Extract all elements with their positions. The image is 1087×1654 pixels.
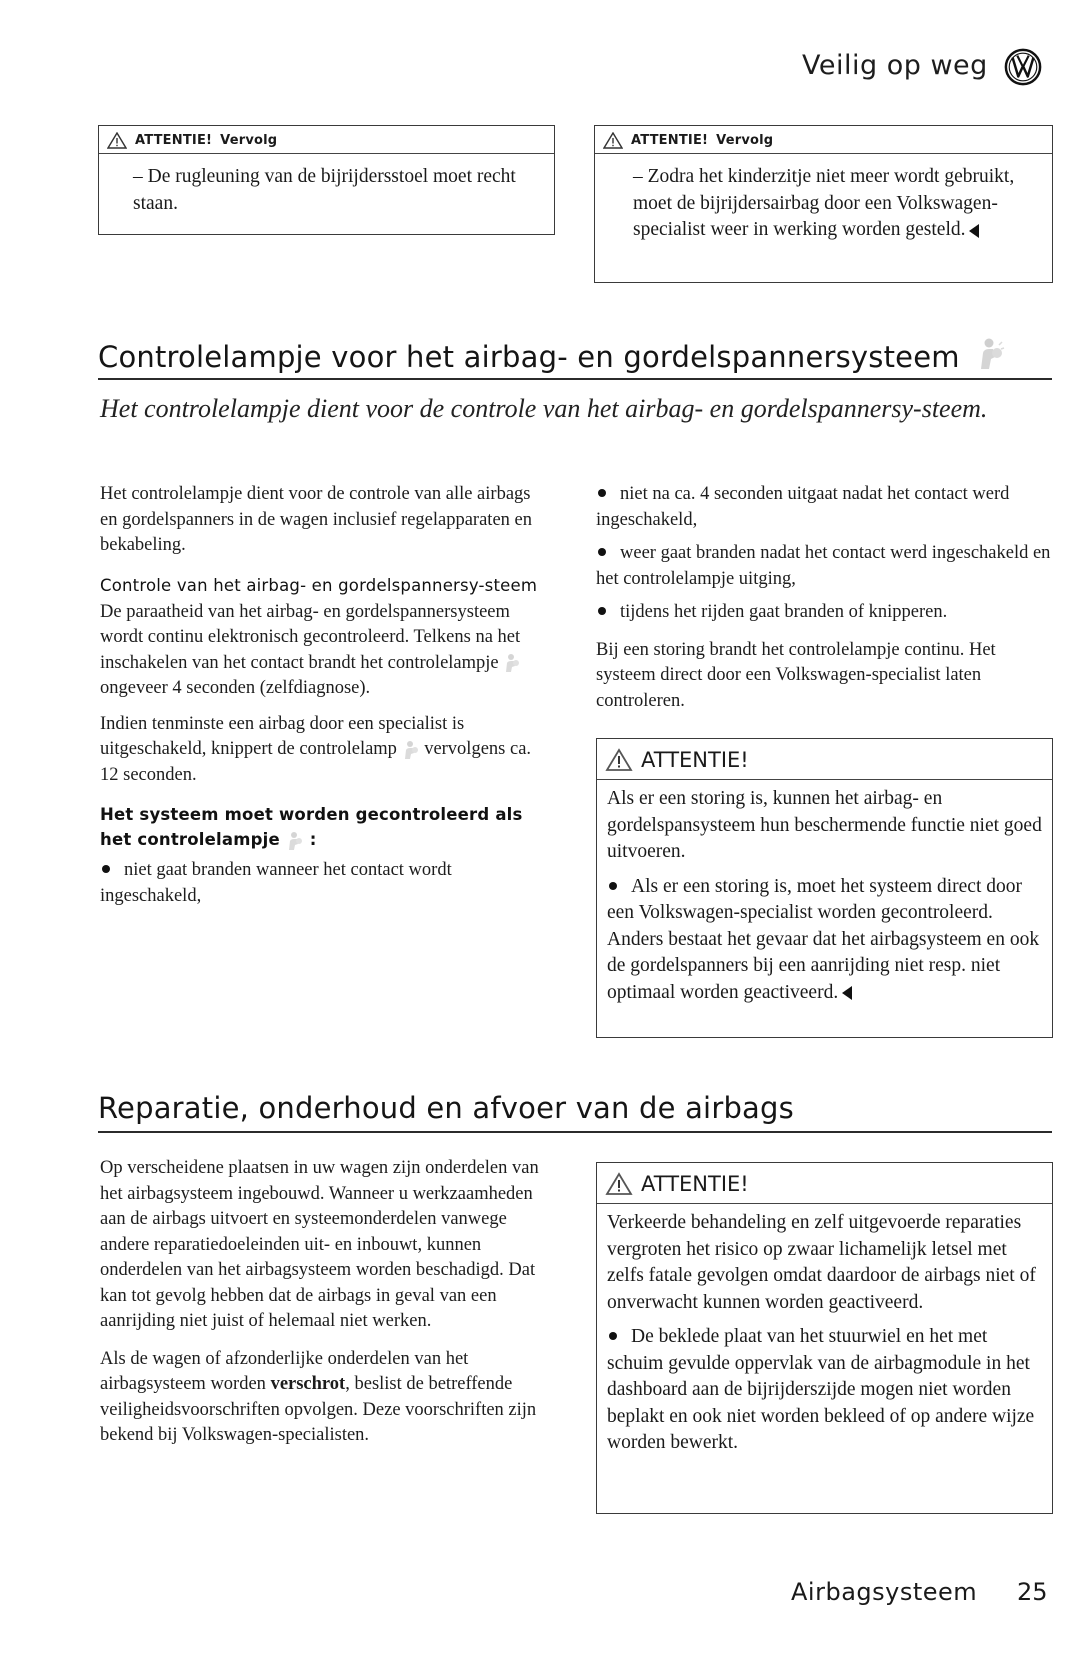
warning-header: [99, 126, 554, 154]
bullet-icon: [609, 882, 617, 890]
bullet-icon: [609, 1332, 617, 1340]
section-heading: [98, 337, 1058, 374]
bullet-item: tijdens het rijden gaat branden of knipperen.: [596, 600, 1051, 626]
paragraph: Als de wagen of afzonderlijke onderdelen van het airbagsysteem worden: [100, 1348, 469, 1394]
vw-logo-icon: [1004, 48, 1042, 86]
bullet-item: Als er een storing is, moet het systeem direct door een Volkswagen-specialist worden gecontroleerd. Anders bestaat het gevaar dat het airbagsysteem en ook de gordelspanners bij een aanrijding niet resp. niet optimaal worden geactiveerd.: [607, 875, 1040, 1003]
warning-box: [596, 1162, 1053, 1514]
airbag-warning-lamp-icon: [503, 653, 521, 673]
warning-text: – De rugleuning van de bijrijdersstoel moet recht staan.: [133, 166, 516, 214]
bullet-icon: [102, 865, 110, 873]
warning-label: ATTENTIE!: [641, 748, 749, 772]
section-end-marker-icon: [842, 986, 852, 1000]
warning-header: [597, 739, 1052, 780]
bullet-item: niet gaat branden wanneer het contact wordt ingeschakeld,: [100, 860, 452, 906]
bullet-icon: [598, 548, 606, 556]
subheading: Het systeem moet worden gecontroleerd als het controlelampje: [100, 805, 523, 849]
warning-text: Als er een storing is, kunnen het airbag- en gordelspansysteem hun beschermende functie niet goed uitvoeren.: [607, 788, 1042, 862]
section-end-marker-icon: [969, 224, 979, 238]
paragraph: vervolgens ca. 12 seconden.: [100, 739, 532, 785]
paragraph: Het controlelampje dient voor de controle van alle airbags en gordelspanners in de wagen inclusief regelapparaten en bekabeling.: [100, 484, 532, 555]
warning-continued-label: Vervolg: [220, 133, 278, 148]
warning-box-continued-1: [98, 125, 555, 235]
section1-right-column: [596, 482, 1051, 724]
section-intro: Het controlelampje dient voor de controle van het airbag- en gordelspannersy-steem.: [100, 394, 988, 423]
warning-header: [597, 1163, 1052, 1204]
bullet-item: niet na ca. 4 seconden uitgaat nadat het contact werd ingeschakeld,: [596, 484, 1010, 530]
warning-label: ATTENTIE!: [135, 133, 213, 148]
paragraph: Bij een storing brandt het controlelampje continu. Het systeem direct door een Volkswagen-specialist laten controleren.: [596, 639, 996, 711]
warning-triangle-icon: [603, 132, 623, 149]
paragraph: ongeveer 4 seconden (zelfdiagnose).: [100, 678, 371, 698]
section-divider: [98, 378, 1052, 380]
warning-box-continued-2: [594, 125, 1053, 283]
warning-continued-label: Vervolg: [716, 133, 774, 148]
warning-label: ATTENTIE!: [631, 133, 709, 148]
bullet-icon: [598, 489, 606, 497]
bullet-item: De beklede plaat van het stuurwiel en het met schuim gevulde oppervlak van de airbagmodule in het dashboard aan de bijrijderszijde mogen niet worden beplakt en ook niet worden bekleed of op andere wijze worden bewerkt.: [607, 1326, 1035, 1453]
section1-left-column: Het controlelampje dient voor de controle van alle airbags en gordelspanners in de wagen inclusief regelapparaten en bekabeling. Controle van het airbag- en gordelspannersy-steem De paraatheid van het airbag- en gordelspannersysteem wordt continu elektronisch gecontroleerd. Telkens na het inschakelen van het contact brandt het controlelampje ongeveer 4 seconden (zelfdiagnose). Indien tenminste een airbag door een specialist is uitgeschakeld, knippert de controlelamp vervolgens ca. 12 seconden. Het systeem moet worden gecontroleerd als het controlelampje : niet gaat branden wanneer het contact wordt ingeschakeld,: [100, 482, 545, 917]
section2-left-column: Op verscheidene plaatsen in uw wagen zijn onderdelen van het airbagsysteem ingebouwd. Wanneer u werkzaamheden aan de airbags uitvoert en systeemonderdelen vanwege andere reparatiedoeleinden uit- en inbouwt, kunnen onderdelen van het airbagsysteem worden beschadigd. Dat kan tot gevolg hebben dat de airbags in geval van een aanrijding niet juist of helemaal niet werken. Als de wagen of afzonderlijke onderdelen van het airbagsysteem worden verschrot, beslist de betreffende veiligheidsvoorschriften opvolgen. Deze voorschriften zijn bekend bij Volkswagen-specialisten.: [100, 1156, 545, 1459]
footer-section-title: Airbagsysteem: [791, 1578, 978, 1606]
section-heading: Reparatie, onderhoud en afvoer van de airbags: [98, 1091, 794, 1125]
warning-triangle-icon: [107, 132, 127, 149]
section-divider: [98, 1131, 1052, 1133]
bullet-item: weer gaat branden nadat het contact werd ingeschakeld en het controlelampje uitging,: [596, 543, 1051, 589]
bullet-icon: [598, 607, 606, 615]
warning-label: ATTENTIE!: [641, 1172, 749, 1196]
warning-box: [596, 738, 1053, 1038]
warning-triangle-icon: [605, 748, 633, 772]
emphasis: verschrot: [270, 1374, 346, 1394]
airbag-warning-lamp-icon: [286, 831, 304, 851]
airbag-warning-lamp-icon: [402, 740, 420, 760]
paragraph: Op verscheidene plaatsen in uw wagen zijn onderdelen van het airbagsysteem ingebouwd. Wanneer u werkzaamheden aan de airbags uitvoert en systeemonderdelen vanwege andere reparatiedoeleinden uit- en inbouwt, kunnen onderdelen van het airbagsysteem worden beschadigd. Dat kan tot gevolg hebben dat de airbags in geval van een aanrijding niet juist of helemaal niet werken.: [100, 1158, 539, 1331]
warning-header: [595, 126, 1052, 154]
paragraph: De paraatheid van het airbag- en gordelspannersysteem wordt continu elektronisch gecontroleerd. Telkens na het inschakelen van het contact brandt het controlelampje: [100, 601, 521, 673]
section-title: Controlelampje voor het airbag- en gordelspannersysteem: [98, 340, 960, 374]
paragraph: Indien tenminste een airbag door een specialist is uitgeschakeld, knippert de controlelamp: [100, 713, 465, 759]
warning-text: – Zodra het kinderzitje niet meer wordt gebruikt, moet de bijrijdersairbag door een Volkswagen-specialist weer in werking worden gesteld.: [633, 166, 1015, 240]
page-number: 25: [1017, 1578, 1048, 1606]
airbag-warning-lamp-icon: [975, 337, 1005, 371]
warning-text: Verkeerde behandeling en zelf uitgevoerde reparaties vergroten het risico op zwaar lichamelijk letsel met zelfs fatale gevolgen omdat daardoor de airbags niet of onverwacht kunnen worden geactiveerd.: [607, 1212, 1036, 1313]
subheading: Controle van het airbag- en gordelspannersy-steem: [100, 575, 538, 595]
warning-triangle-icon: [605, 1172, 633, 1196]
running-header-title: Veilig op weg: [802, 50, 988, 81]
